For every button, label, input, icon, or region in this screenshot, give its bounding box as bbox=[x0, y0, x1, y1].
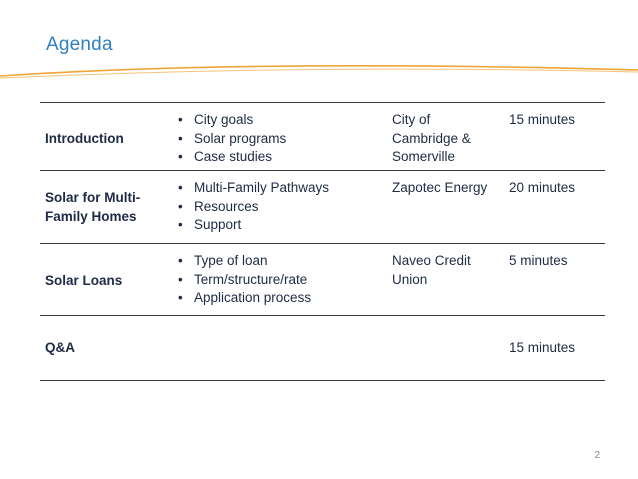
agenda-topic: Solar for Multi-Family Homes bbox=[45, 190, 141, 224]
agenda-item: • Resources bbox=[176, 198, 376, 217]
agenda-duration: 15 minutes bbox=[509, 340, 576, 355]
agenda-item: • Application process bbox=[176, 289, 376, 308]
agenda-duration: 15 minutes bbox=[509, 112, 576, 127]
decorative-swoosh bbox=[0, 58, 638, 84]
agenda-items bbox=[176, 111, 376, 167]
agenda-items bbox=[176, 179, 376, 235]
agenda-item: • Support bbox=[176, 216, 376, 235]
agenda-topic: Introduction bbox=[45, 131, 124, 146]
agenda-duration: 5 minutes bbox=[509, 253, 568, 268]
agenda-row-qa bbox=[40, 316, 605, 381]
agenda-row-introduction bbox=[40, 103, 605, 171]
agenda-row-multifamily bbox=[40, 171, 605, 244]
agenda-item: • Case studies bbox=[176, 148, 376, 167]
agenda-topic: Solar Loans bbox=[45, 273, 123, 288]
agenda-duration: 20 minutes bbox=[509, 180, 576, 195]
agenda-item: • Term/structure/rate bbox=[176, 271, 376, 290]
agenda-topic: Q&A bbox=[45, 340, 75, 355]
agenda-presenter: Zapotec Energy bbox=[392, 180, 488, 195]
agenda-presenter: Naveo Credit Union bbox=[392, 253, 471, 287]
agenda-item: • Multi-Family Pathways bbox=[176, 179, 376, 198]
agenda-items bbox=[176, 252, 376, 308]
page-number: 2 bbox=[594, 450, 600, 461]
agenda-item: • Solar programs bbox=[176, 130, 376, 149]
agenda-item: • City goals bbox=[176, 111, 376, 130]
agenda-item: • Type of loan bbox=[176, 252, 376, 271]
slide-title: Agenda bbox=[46, 34, 113, 55]
agenda-table bbox=[40, 102, 605, 381]
agenda-presenter: City of Cambridge & Somerville bbox=[392, 112, 471, 164]
agenda-row-solar-loans bbox=[40, 244, 605, 316]
